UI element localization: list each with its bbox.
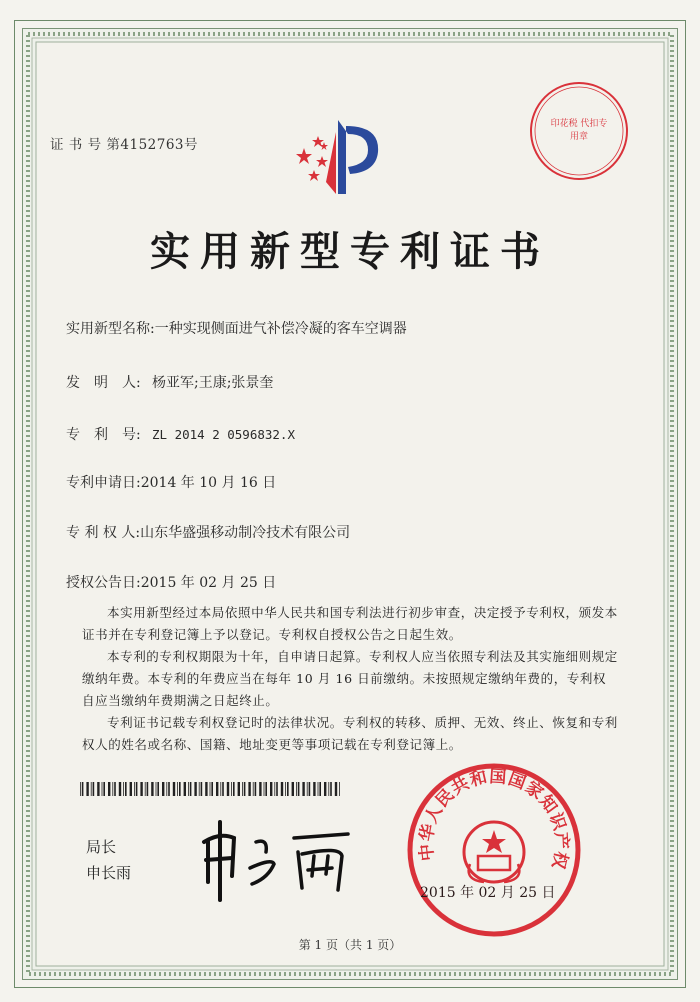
certificate-number [50, 133, 198, 153]
body-paragraph: 专利证书记载专利权登记时的法律状况。专利权的转移、质押、无效、终止、恢复和专利权人的姓名或名称、国籍、地址变更等事项记载在专利登记簿上。 [82, 715, 618, 752]
field-value: ZL 2014 2 0596832.X [152, 427, 295, 442]
body-paragraph: 本实用新型经过本局依照中华人民共和国专利法进行初步审查，决定授予专利权，颁发本证书并在专利登记簿上予以登记。专利权自授权公告之日起生效。 [82, 605, 618, 642]
seal-arc-text: 中华人民共和国国家知识产权 [416, 766, 572, 872]
field-grant-date [66, 572, 276, 592]
stamp-text: 印花税 代扣专用章 [550, 119, 608, 142]
field-value: 一种实现侧面进气补偿冷凝的客车空调器 [154, 321, 407, 337]
tax-stamp [528, 80, 630, 182]
page-number: 第 1 页（共 1 页） [298, 938, 402, 952]
official-seal [404, 760, 584, 940]
seal-date: 2015 年 02 月 25 日 [420, 885, 556, 901]
field-label: 专 利 权 人: [66, 525, 141, 541]
certificate-number-value: 第4152763号 [106, 137, 199, 153]
field-value: 2014 年 10 月 16 日 [140, 475, 277, 491]
field-value: 杨亚军;王康;张景奎 [152, 375, 274, 391]
page-title: 实用新型专利证书 [150, 228, 550, 275]
field-application-date [66, 472, 276, 492]
field-patentee [66, 522, 350, 542]
field-value: 2015 年 02 月 25 日 [140, 575, 277, 591]
field-label: 实用新型名称: [66, 321, 155, 337]
field-label: 专利申请日: [66, 475, 141, 491]
director-title: 局长 [86, 838, 117, 856]
certificate-body [82, 602, 618, 756]
field-label: 专 利 号: [66, 427, 141, 443]
body-paragraph: 本专利的专利权期限为十年，自申请日起算。专利权人应当依照专利法及其实施细则规定缴纳年费。本专利的年费应当在每年 10 月 16 日前缴纳。未按照规定缴纳年费的，专利权自应当缴纳年费期满之日起终止。 [82, 649, 618, 708]
certificate-number-label: 证 书 号 [50, 137, 102, 153]
field-label: 发 明 人: [66, 375, 141, 391]
cnipa-logo-icon [290, 112, 400, 202]
director-name: 申长雨 [86, 864, 132, 882]
field-inventor [66, 372, 273, 392]
field-value: 山东华盛强移动制冷技术有限公司 [140, 525, 351, 541]
director-signature [190, 812, 360, 902]
field-utility-name [66, 318, 407, 338]
barcode [80, 782, 342, 796]
field-label: 授权公告日: [66, 575, 141, 591]
field-patent-number [66, 424, 295, 444]
